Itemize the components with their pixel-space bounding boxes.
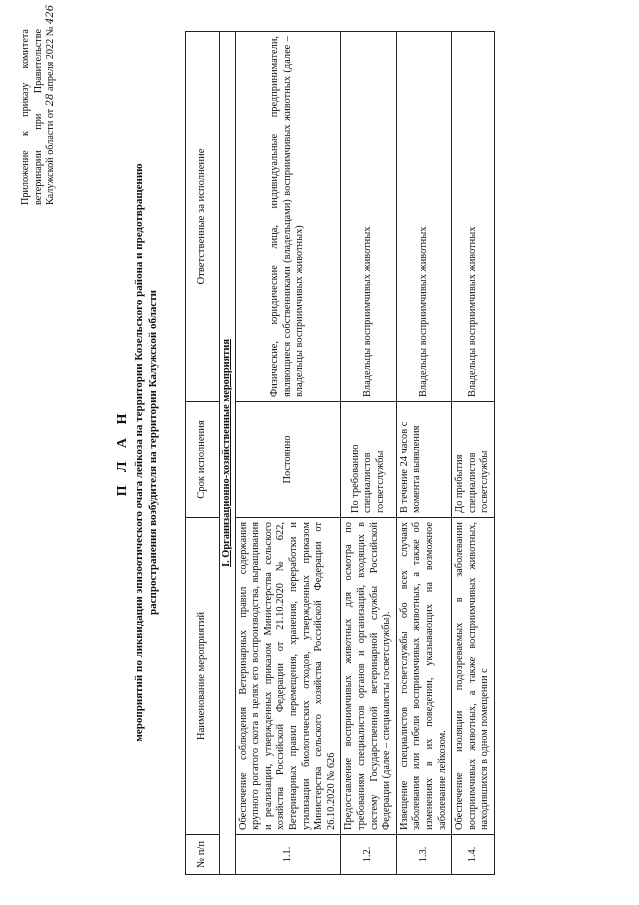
row-term: Постоянно (235, 402, 341, 518)
appendix-date-middle: апреля 2022 № (45, 26, 57, 91)
appendix-line-3 (45, 4, 58, 205)
section-title: I. Организационно-хозяйственные мероприятия (221, 339, 232, 567)
table-row (235, 32, 341, 875)
appendix-word: Приложение (20, 150, 31, 205)
appendix-word: ветеринарии (32, 150, 44, 205)
table-header-row (186, 32, 220, 875)
row-term: В течение 24 часов с момента выявления (396, 402, 451, 518)
appendix-line-2 (33, 29, 46, 205)
row-responsible: Владельцы восприимчивых животных (341, 32, 396, 402)
header-name: Наименование мероприятий (186, 518, 220, 835)
row-name: Обеспечение соблюдения Ветеринарных правил содержания крупного рогатого скота в целях его воспроизводства, выращивания и реализации, утвержденных приказом Министерства сельского хозяйства Российской Федерации от 21.10.2020 № 622, Ветеринарных правил перемещения, хранения, переработки и утилизации биологических отходов, утвержденных приказом Министерства сельского хозяйства Российской Федерации от 26.10.2020 № 626 (235, 518, 341, 835)
row-num: 1.3. (396, 835, 451, 875)
measures-table (185, 31, 495, 875)
row-num: 1.1. (235, 835, 341, 875)
row-responsible: Физические, юридические лица, индивидуальные предприниматели, являющиеся собственниками (владельцами) восприимчивых животных (далее – владельцы восприимчивых животных) (235, 32, 341, 402)
header-responsible: Ответственные за исполнение (186, 32, 220, 402)
table-row (452, 32, 495, 875)
row-name: Предоставление восприимчивых животных для осмотра по требованиям специалистов органов и организаций, входящих в систему Государственной ветеринарной службы Российской Федерации (далее – специалисты госветслужбы). (341, 518, 396, 835)
row-responsible: Владельцы восприимчивых животных (396, 32, 451, 402)
section-row (220, 32, 236, 875)
row-num: 1.4. (452, 835, 495, 875)
header-num: № п/п (186, 835, 220, 875)
row-num: 1.2. (341, 835, 396, 875)
row-name: Обеспечение изоляции подозреваемых в заболевании восприимчивых животных, а также восприимчивых животных, находившихся в одном помещении с (452, 518, 495, 835)
plan-heading: П Л А Н (115, 408, 130, 497)
table-row (341, 32, 396, 875)
appendix-word: комитета (20, 29, 31, 69)
row-term: До прибытия специалистов госветслужбы (452, 402, 495, 518)
appendix-word: при (32, 113, 44, 130)
appendix-day: 28 (45, 93, 57, 107)
document-title (114, 0, 160, 905)
appendix-date-prefix: Калужской области от (45, 108, 57, 205)
row-name: Извещение специалистов госветслужбы обо всех случаях заболевания или гибели восприимчивых животных, а также об изменениях в их поведении, указывающих на возможное заболевание лейкозом. (396, 518, 451, 835)
appendix-word: к (20, 131, 31, 137)
appendix-line-1 (20, 29, 33, 205)
row-term: По требованию специалистов госветслужбы (341, 402, 396, 518)
header-term: Срок исполнения (186, 402, 220, 518)
appendix-order-number: 426 (45, 4, 57, 24)
title-line-1: мероприятий по ликвидации эпизоотического очага лейкоза на территории Козельского района и предотвращению (133, 163, 145, 742)
table-row (396, 32, 451, 875)
appendix-word: Правительстве (32, 29, 44, 94)
title-line-2: распространения возбудителя на территории Калужской области (147, 290, 159, 615)
appendix-word: приказу (20, 82, 31, 117)
appendix-block (20, 4, 58, 205)
row-responsible: Владельцы восприимчивых животных (452, 32, 495, 402)
